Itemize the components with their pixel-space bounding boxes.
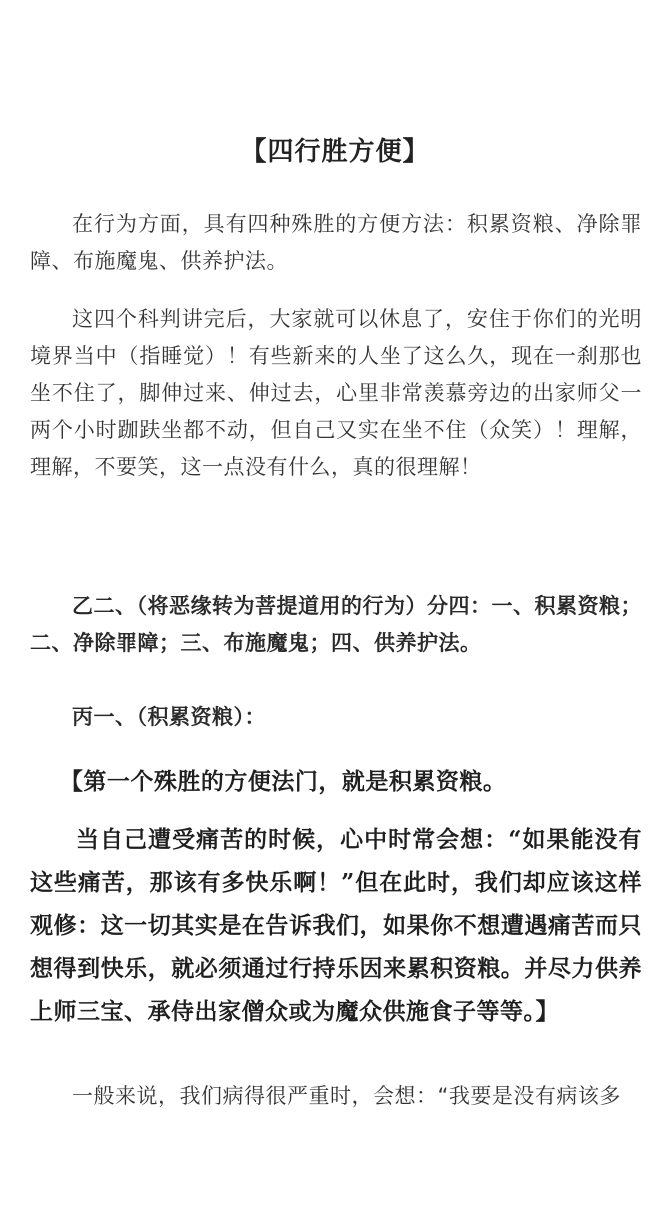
paragraph-rest-note: 这四个科判讲完后，大家就可以休息了，安住于你们的光明境界当中（指睡觉）！有些新来的人坐了这么久，现在一刹那也坐不住了，脚伸过来、伸过去，心里非常羡慕旁边的出家师父一两个小时跏趺坐都不动，但自己又实在坐不住（众笑）！理解，理解，不要笑，这一点没有什么，真的很理解！ (30, 307, 642, 479)
paragraph-intro: 在行为方面，具有四种殊胜的方便方法：积累资粮、净除罪障、布施魔鬼、供养护法。 (30, 212, 642, 273)
paragraph-section-heading: 丙一、（积累资粮）： (72, 705, 266, 729)
root-text-body: 当自己遭受痛苦的时候，心中时常会想：“如果能没有这些痛苦，那该有多快乐啊！”但在此时，我们却应该这样观修：这一切其实是在告诉我们，如果你不想遭遇痛苦而只想得到快乐，就必须通过行持乐因来累积资粮。并尽力供养上师三宝、承侍出家僧众或为魔众供施食子等等。】 (30, 826, 642, 1025)
paragraph-commentary: 一般来说，我们病得很严重时，会想：“我要是没有病该多 (72, 1084, 621, 1108)
root-text-first-line: 【第一个殊胜的方便法门，就是积累资粮。 (59, 768, 507, 795)
section-title: 【四行胜方便】 (240, 137, 430, 167)
paragraph-outline: 乙二、（将恶缘转为菩提道用的行为）分四：一、积累资粮；二、净除罪障；三、布施魔鬼；四、供养护法。 (30, 594, 642, 655)
